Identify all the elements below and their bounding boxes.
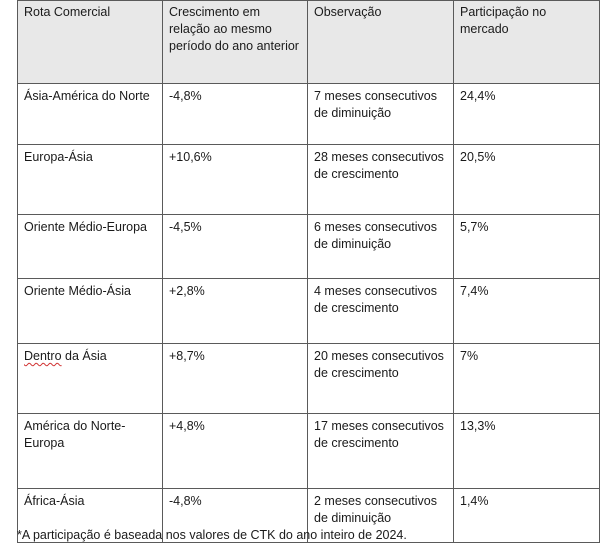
table-row bbox=[18, 215, 600, 279]
table-header bbox=[18, 1, 600, 84]
cell-route: Europa-Ásia bbox=[18, 145, 163, 215]
cell-route: Ásia-América do Norte bbox=[18, 84, 163, 145]
table-row bbox=[18, 414, 600, 489]
cell-growth: -4,5% bbox=[163, 215, 308, 279]
cell-market-share: 7,4% bbox=[454, 279, 600, 344]
header-row bbox=[18, 1, 600, 84]
cell-market-share: 1,4% bbox=[454, 489, 600, 543]
cell-market-share: 7% bbox=[454, 344, 600, 414]
cell-growth: +8,7% bbox=[163, 344, 308, 414]
header-growth: Crescimento em relação ao mesmo período do ano anterior bbox=[163, 1, 308, 84]
header-market-share: Participação no mercado bbox=[454, 1, 600, 84]
cell-market-share: 5,7% bbox=[454, 215, 600, 279]
cell-observation: 7 meses consecutivos de diminuição bbox=[308, 84, 454, 145]
cell-market-share: 24,4% bbox=[454, 84, 600, 145]
cell-route: Oriente Médio-Europa bbox=[18, 215, 163, 279]
cell-observation: 2 meses consecutivos de diminuição bbox=[308, 489, 454, 543]
trade-routes-table bbox=[17, 0, 600, 543]
table-row bbox=[18, 279, 600, 344]
cell-observation: 20 meses consecutivos de crescimento bbox=[308, 344, 454, 414]
table-row bbox=[18, 84, 600, 145]
cell-route-rest: da Ásia bbox=[61, 349, 107, 363]
spellcheck-flagged-word[interactable]: Dentro bbox=[24, 349, 62, 363]
cell-market-share: 20,5% bbox=[454, 145, 600, 215]
cell-growth: +2,8% bbox=[163, 279, 308, 344]
cell-growth: +10,6% bbox=[163, 145, 308, 215]
cell-growth: -4,8% bbox=[163, 84, 308, 145]
cell-observation: 28 meses consecutivos de crescimento bbox=[308, 145, 454, 215]
cell-route bbox=[18, 344, 163, 414]
table-row bbox=[18, 344, 600, 414]
cell-growth: -4,8% bbox=[163, 489, 308, 543]
header-observation: Observação bbox=[308, 1, 454, 84]
trade-routes-table-container bbox=[17, 0, 599, 543]
cell-observation: 4 meses consecutivos de crescimento bbox=[308, 279, 454, 344]
table-body bbox=[18, 84, 600, 543]
cell-route: América do Norte-Europa bbox=[18, 414, 163, 489]
cell-growth: +4,8% bbox=[163, 414, 308, 489]
cell-observation: 17 meses consecutivos de crescimento bbox=[308, 414, 454, 489]
table-footnote: *A participação é baseada nos valores de CTK do ano inteiro de 2024. bbox=[17, 528, 407, 542]
cell-route: África-Ásia bbox=[18, 489, 163, 543]
table-row bbox=[18, 145, 600, 215]
cell-observation: 6 meses consecutivos de diminuição bbox=[308, 215, 454, 279]
cell-route: Oriente Médio-Ásia bbox=[18, 279, 163, 344]
cell-market-share: 13,3% bbox=[454, 414, 600, 489]
header-route: Rota Comercial bbox=[18, 1, 163, 84]
